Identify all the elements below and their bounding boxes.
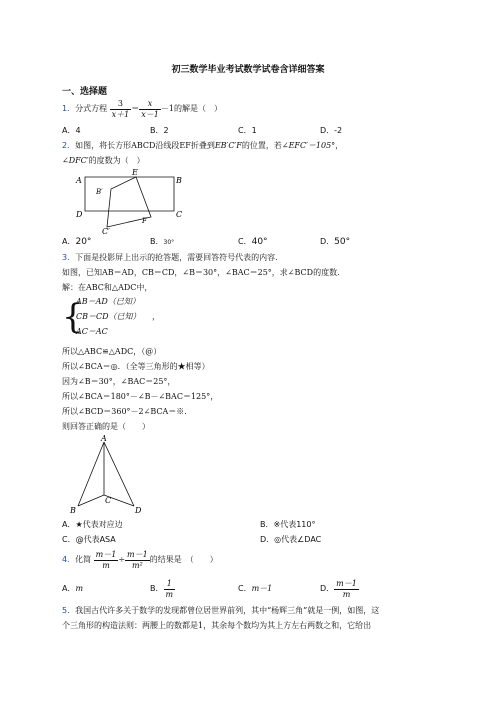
- fraction: $\frac{m-1}{\text{m²}}$: [127, 549, 148, 570]
- question-number: 1．: [62, 104, 76, 113]
- label-e: E: [132, 168, 138, 177]
- system-comma: ，: [152, 312, 160, 321]
- fraction: $\frac{3}{x+1}$: [111, 98, 130, 119]
- q4-suffix: 的结果是 （ ）: [149, 555, 218, 564]
- question-3-stem-line1: [62, 252, 278, 263]
- q1-option-d[interactable]: D．-2: [320, 126, 343, 135]
- question-number: 3．: [62, 253, 76, 262]
- system-line-1: AB＝AD（已知）: [76, 297, 140, 306]
- q1-suffix: －1的解是（ ）: [160, 104, 222, 113]
- q3-option-c[interactable]: C．@代表ASA: [62, 535, 116, 544]
- q2-option-a[interactable]: A．20°: [62, 237, 92, 247]
- q2-option-c[interactable]: C．40°: [238, 237, 268, 247]
- q3-step-5: 所以∠BCD＝360°－2∠BCA＝※.: [62, 407, 187, 416]
- equals-sign: ＝: [131, 104, 140, 113]
- question-2-stem-line2: [62, 155, 145, 166]
- q2-shape: EB′C′F: [214, 141, 242, 150]
- q2-angle: ∠EFC′＝105°: [281, 141, 336, 150]
- q2-angle: ∠DFC′: [62, 156, 89, 165]
- q2-option-b[interactable]: B．30°: [150, 237, 175, 246]
- label-c: C: [176, 210, 183, 219]
- question-4-stem: [62, 549, 218, 571]
- label-d: D: [76, 210, 83, 219]
- question-3-stem-line2: 如图，已知AB＝AD，CB＝CD，∠B＝30°，∠BAC＝25°，求∠BCD的度数.: [62, 268, 340, 277]
- section-heading: 一、选择题: [62, 87, 108, 97]
- label-b-prime: B′: [96, 188, 103, 196]
- label-a: A: [76, 176, 82, 185]
- q3-step-3: 因为∠B＝30°，∠BAC＝25°，: [62, 377, 176, 386]
- label-d: D: [135, 506, 142, 514]
- q3-figure: [68, 434, 148, 514]
- q4-option-b[interactable]: B． $\frac{1}{m}$: [150, 578, 174, 599]
- system-line-2: CB＝CD（已知）: [76, 312, 141, 321]
- fraction: $\frac{m-1}{m}$: [95, 549, 117, 570]
- q3-option-d[interactable]: D．◎代表∠DAC: [260, 535, 322, 544]
- divide-sign: ÷: [118, 555, 126, 564]
- system-line-3: AC＝AC: [76, 327, 108, 336]
- question-2-stem-line1: [62, 140, 343, 151]
- left-brace: {: [62, 297, 84, 337]
- question-1-stem: [62, 98, 222, 120]
- q4-prefix: 化简: [75, 555, 92, 564]
- q3-step-4: 所以∠BCA＝180°－∠B－∠BAC＝125°，: [62, 392, 219, 401]
- q5-text: 我国古代许多关于数学的发现都曾位居世界前列，其中“杨辉三角”就是一例，如图，这: [75, 606, 380, 615]
- label-a: A: [101, 434, 107, 443]
- q1-option-b[interactable]: B．2: [150, 126, 169, 135]
- fraction: $\frac{x}{x-1}$: [141, 98, 159, 119]
- q2-text: 如图，将长方形ABCD沿线段EF折叠到: [75, 141, 215, 150]
- q1-option-c[interactable]: C．1: [238, 126, 257, 135]
- label-c-prime: C′: [102, 227, 110, 234]
- q3-option-b[interactable]: B．※代表110°: [260, 520, 316, 529]
- q1-prefix: 分式方程: [75, 104, 108, 113]
- q4-option-d[interactable]: D． $\frac{m-1}{m}$: [320, 578, 357, 599]
- q2-text: ，: [335, 141, 344, 150]
- document-title: 初三数学毕业考试数学试卷含详细答案: [171, 65, 325, 75]
- q4-option-c[interactable]: C．m－1: [238, 584, 273, 593]
- question-5-stem-line2: 个三角形的构造法则：两腰上的数都是1，其余每个数均为其上方左右两数之和，它给出: [62, 621, 372, 630]
- q3-step-1: 所以△ABC≌△ADC，（@）: [62, 347, 162, 356]
- label-b: B: [176, 176, 182, 185]
- q3-option-a[interactable]: A．★代表对应边: [62, 520, 123, 529]
- q3-step-6: 则回答正确的是（ ）: [62, 422, 150, 431]
- q3-step-2: 所以∠BCA＝◎．（全等三角形的★相等）: [62, 362, 210, 371]
- question-5-stem-line1: [62, 605, 379, 616]
- label-c: C: [105, 496, 112, 505]
- question-number: 5．: [62, 606, 76, 615]
- q2-text: 的度数为（ ）: [88, 156, 145, 165]
- question-3-stem-line3: 解：在ABC和△ADC中，: [62, 283, 153, 292]
- question-number: 2．: [62, 141, 76, 150]
- q3-text: 下面是投影屏上出示的抢答题，需要回答符号代表的内容.: [75, 253, 278, 262]
- q2-option-d[interactable]: D．50°: [320, 237, 351, 247]
- q4-option-a[interactable]: A．m: [62, 584, 84, 593]
- q1-option-a[interactable]: A．4: [62, 126, 81, 135]
- question-number: 4．: [62, 555, 76, 564]
- label-f: F: [142, 217, 147, 225]
- label-b: B: [70, 506, 76, 514]
- q2-figure: [60, 166, 190, 234]
- q2-text: 的位置，若: [241, 141, 282, 150]
